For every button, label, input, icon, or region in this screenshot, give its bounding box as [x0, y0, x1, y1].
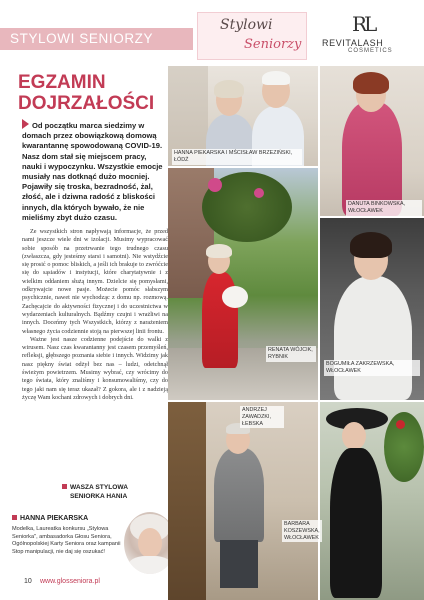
photo-andrzej: [168, 402, 318, 600]
photo-red-dress: [168, 168, 318, 400]
revitalash-logo-name: REVITALASH: [322, 38, 384, 48]
body-paragraph-1: Ze wszystkich stron napływają informacje, że przed nami jeszcze wiele dni w izolacji. Musimy wypracować sobie sposób na przetrwanie tego trudnego czasu (zwłaszcza, gdy jesteśmy starsi i samotni). Nie wstydźcie się prosić o pomoc bliskich, a jeśli ich brakuje to zwróćcie się do sąsiadów i instytucji, które charytatywnie i z wielkim oddaniem służą innym. Dzielcie się pomysłami, odkrywajcie nowe pasje. Możecie pomóc słabszym psychicznie, nawet nie wychodząc z domu np. rozmową. Zachęcajcie do aktywności fizycznej i do uczestnictwa w wydarzeniach kulturalnych. Bądźmy czujni i wrażliwi na innych. Doceńmy tych Wszystkich, którzy z narażeniem własnego życia codziennie stoją na pierwszej linii frontu.: [22, 228, 168, 335]
page-number: 10: [24, 578, 32, 585]
caption-andrzej: ANDRZEJ ZAWADZKI, ŁEBSKA: [240, 406, 284, 428]
woman-hair: [214, 80, 244, 98]
page-header: [0, 0, 424, 62]
logo-text-bottom: Seniorzy: [244, 37, 302, 52]
author-name-text: HANNA PIEKARSKA: [20, 515, 89, 522]
barbara-figure: [330, 448, 382, 598]
section-tab: [0, 28, 193, 50]
author-face: [138, 528, 162, 558]
photo-couple: [168, 66, 318, 166]
signature-line-2: SENIORKA HANIA: [70, 492, 128, 500]
lead-text: Od początku marca siedzimy w domach przez obowiązkową domową kwarantannę spowodowaną COVID-19. Nasz dom stał się miejscem pracy, nauki i wypoczynku. Wszystkie emocje musiały nas dotknąć dużo mocniej. Pojawiły się troska, bezradność, żal, złość, ale i dziwna radość z bliskości innych, dla których bywało, że nie mieliśmy zbyt dużo czasu.: [22, 121, 163, 222]
caption-red-dress: RENATA WÓJCIK, RYBNIK: [266, 346, 316, 362]
revitalash-logo-sub: COSMETICS: [348, 48, 393, 54]
bogumila-figure: [334, 276, 412, 400]
andrzej-figure: [214, 448, 264, 542]
author-name: [12, 515, 88, 522]
photo-bogumila: [320, 218, 424, 400]
author-bio: Modelka, Laureatka konkursu „Stylowa Seniorka", ambasadorka Głosu Seniora, Ogólnopolskiej Karty Seniora oraz kampanii Stop manipulacji, nie daj się oszukać!: [12, 526, 121, 555]
red-dress-hair: [206, 244, 232, 258]
author-shoulders: [128, 556, 172, 574]
body-paragraph-2: Ważne jest nasze codzienne podejście do walki z wirusem. Nasz czas kwarantanny jest czasem przemyśleń, refleksji, głębszego poznania siebie i innych. Widzimy jak nasz piękny świat odżył bez nas – ludzi, odetchnął świeżym powietrzem. Musimy wybrać, czy wrócimy do tego świata, który znaliśmy i konsumowaliśmy, czy do tego jaki nam się teraz ukazał? Z gokora, ale i z nadzieją życzę Wam kochani zdrowych i dobrych dni.: [22, 335, 168, 401]
title-line-1: EGZAMIN: [18, 72, 106, 93]
photo-pink-dress: [320, 66, 424, 216]
article-title: [18, 72, 168, 114]
title-line-2: DOJRZAŁOŚCI: [18, 93, 155, 114]
white-hat: [222, 286, 248, 308]
lead-arrow-icon: [22, 119, 29, 129]
red-flower: [396, 420, 405, 429]
caption-pink-dress: DANUTA BINKOWSKA, WŁOCŁAWEK: [346, 200, 422, 216]
bogumila-hair: [350, 232, 392, 258]
caption-couple: HANNA PIEKARSKA I MŚCISŁAW BRZEZIŃSKI, ŁÓDŹ: [172, 149, 302, 165]
logo-text-top: Stylowi: [220, 17, 273, 33]
pink-dress-figure: [342, 102, 402, 216]
signature-square-icon: [62, 484, 67, 489]
flower-bloom: [254, 188, 264, 198]
article-signature: [62, 484, 172, 501]
article-lead: [22, 119, 168, 223]
author-square-icon: [12, 515, 17, 520]
bookshelf: [168, 402, 206, 600]
caption-barbara-outside: BARBARA KOSZEWSKA, WŁOCŁAWEK: [282, 520, 322, 542]
signature-line-1: WASZA STYLOWA: [70, 484, 128, 491]
revitalash-logo-mark: RL: [352, 12, 375, 36]
pink-dress-hair: [353, 72, 389, 94]
caption-bogumila: BOGUMIŁA ZAKRZEWSKA, WŁOCŁAWEK: [324, 360, 420, 376]
man-hair: [262, 71, 290, 85]
photo-barbara: [320, 402, 424, 600]
article-body: [22, 228, 168, 402]
flower-bloom: [208, 178, 222, 192]
site-url[interactable]: www.glosseniora.pl: [40, 578, 100, 585]
section-title: STYLOWI SENIORZY: [10, 31, 154, 46]
barbara-head: [342, 422, 366, 450]
stylowi-seniorzy-logo: [197, 12, 307, 60]
andrzej-trousers: [220, 540, 258, 588]
